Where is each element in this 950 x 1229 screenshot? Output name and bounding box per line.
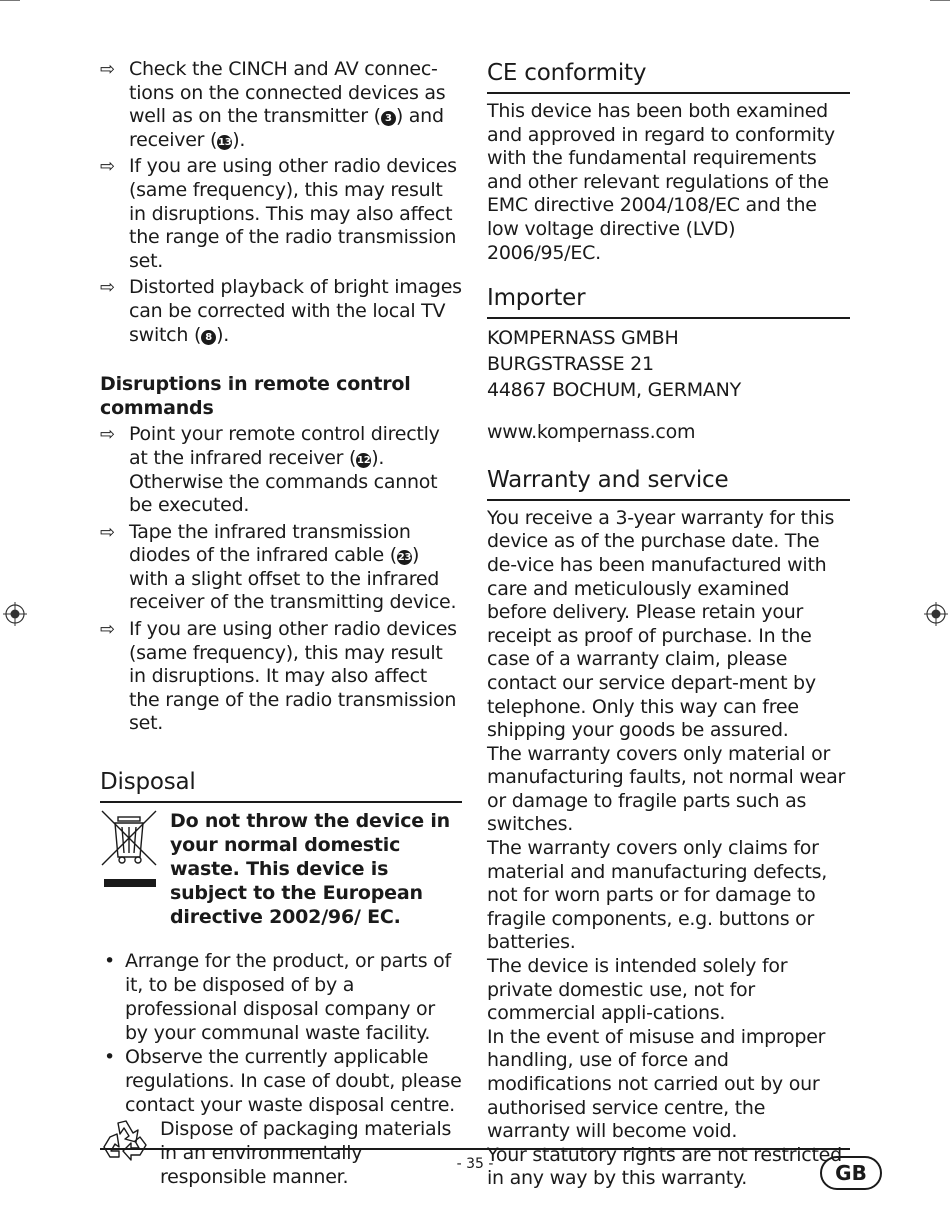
warranty-paragraph: In the event of misuse and improper handling, use of force and modifications not carried out by our authorised service centre, the warranty will become void. <box>487 1025 826 1143</box>
arrow-right-icon: ⇨ <box>100 156 115 178</box>
part-number-badge: 13 <box>217 136 232 148</box>
instruction-text: If you are using other radio devices (same frequency), this may result in disruptions. This may also affect the range of the radio transmission set. <box>129 155 457 272</box>
importer-address-line: KOMPERNASS GMBH <box>487 327 679 350</box>
warranty-paragraph: You receive a 3-year warranty for this device as of the purchase date. The de-vice has been manufactured with care and meticulously examined before delivery. Please retain your receipt as proof of purchase. In the case of a warranty claim, please contact our service depart-ment by telephone. Only this way can free shipping your goods be assured. <box>487 506 835 742</box>
footer-rule <box>100 1148 850 1150</box>
disposal-warning-text: Do not throw the device in your normal domestic waste. This device is subject to the European directive 2002/96/ EC. <box>170 810 451 929</box>
disposal-heading: Disposal <box>100 767 462 803</box>
instruction-item <box>100 521 462 615</box>
list-item <box>100 1045 462 1117</box>
importer-address <box>487 325 850 403</box>
arrow-right-icon: ⇨ <box>100 277 115 299</box>
list-item <box>100 949 462 1045</box>
warranty-text <box>487 507 850 1191</box>
instruction-item <box>100 58 462 152</box>
instruction-item <box>100 423 462 517</box>
warranty-paragraph: The warranty covers only claims for material and manufacturing defects, not for worn parts or for damage to fragile components, e.g. buttons or batteries. <box>487 837 828 954</box>
right-column <box>487 58 850 1191</box>
disposal-bullet-list <box>100 949 462 1117</box>
instruction-item <box>100 155 462 273</box>
bullet-icon: • <box>104 1046 115 1069</box>
importer-website-link[interactable]: www.kompernass.com <box>487 421 696 444</box>
instruction-text: ) and receiver ( <box>129 105 444 151</box>
tips-remote-list <box>100 423 462 736</box>
importer-address-line: 44867 BOCHUM, GERMANY <box>487 379 741 402</box>
instruction-text: Distorted playback of bright images can be corrected with the local TV switch ( <box>129 276 462 346</box>
packaging-note <box>100 1117 462 1189</box>
crossed-out-wheelie-bin-icon <box>100 809 158 889</box>
page-number: - 35 - <box>456 1156 494 1172</box>
arrow-right-icon: ⇨ <box>100 59 115 80</box>
left-column <box>100 58 462 1189</box>
importer-heading: Importer <box>487 283 850 319</box>
packaging-note-text: Dispose of packaging materials in an environmentally responsible manner. <box>160 1118 452 1189</box>
registration-mark-left-icon <box>3 602 27 626</box>
instruction-text: ). Otherwise the commands cannot be executed. <box>129 446 438 517</box>
language-badge: GB <box>820 1156 882 1190</box>
instruction-text: ) with a slight offset to the infrared receiver of the transmitting device. <box>129 544 457 614</box>
instruction-text: Tape the infrared transmission diodes of the infrared cable ( <box>129 520 411 567</box>
part-number-badge: 23 <box>397 552 412 564</box>
registration-mark-right-icon <box>924 602 948 626</box>
instruction-item <box>100 618 462 736</box>
part-number-badge: 8 <box>201 330 216 345</box>
warranty-paragraph: The device is intended solely for private domestic use, not for commercial appli-cations. <box>487 955 788 1025</box>
arrow-right-icon: ⇨ <box>100 521 115 543</box>
instruction-text: Check the CINCH and AV connec-tions on the connected devices as well as on the transmitter ( <box>129 58 446 128</box>
importer-address-line: BURGSTRASSE 21 <box>487 353 654 376</box>
list-item-text: Observe the currently applicable regulations. In case of doubt, please contact your waste disposal centre. <box>125 1046 462 1117</box>
instruction-text: If you are using other radio devices (same frequency), this may result in disruptions. It may also affect the range of the radio transmission set. <box>129 618 457 735</box>
warranty-paragraph: The warranty covers only material or manufacturing faults, not normal wear or damage to fragile parts such as switches. <box>487 742 846 836</box>
instruction-text: Point your remote control directly at the infrared receiver ( <box>129 423 440 469</box>
instruction-text: ). <box>232 128 246 151</box>
part-number-badge: 3 <box>381 111 396 126</box>
crop-mark-top-right <box>930 0 950 1</box>
arrow-right-icon: ⇨ <box>100 424 115 446</box>
list-item-text: Arrange for the product, or parts of it, to be disposed of by a professional disposal company or by your communal waste facility. <box>125 950 451 1045</box>
bullet-icon: • <box>104 950 115 973</box>
crop-mark-top-left <box>0 0 20 1</box>
ce-conformity-text: This device has been both examined and approved in regard to conformity with the fundamental requirements and other relevant regulations of the EMC directive 2004/108/EC and the low voltage directive (LVD) 2006/95/EC. <box>487 100 835 264</box>
instruction-item <box>100 276 462 347</box>
remote-control-heading: Disruptions in remote control commands <box>100 373 411 419</box>
tips-top-list <box>100 58 462 347</box>
part-number-badge: 12 <box>356 454 371 466</box>
warranty-heading: Warranty and service <box>487 465 850 501</box>
disposal-warning <box>100 809 462 929</box>
ce-conformity-heading: CE conformity <box>487 58 850 94</box>
warranty-paragraph: Your statutory rights are not restricted in any way by this warranty. <box>487 1143 842 1190</box>
instruction-text: ). <box>216 323 230 346</box>
arrow-right-icon: ⇨ <box>100 619 115 641</box>
